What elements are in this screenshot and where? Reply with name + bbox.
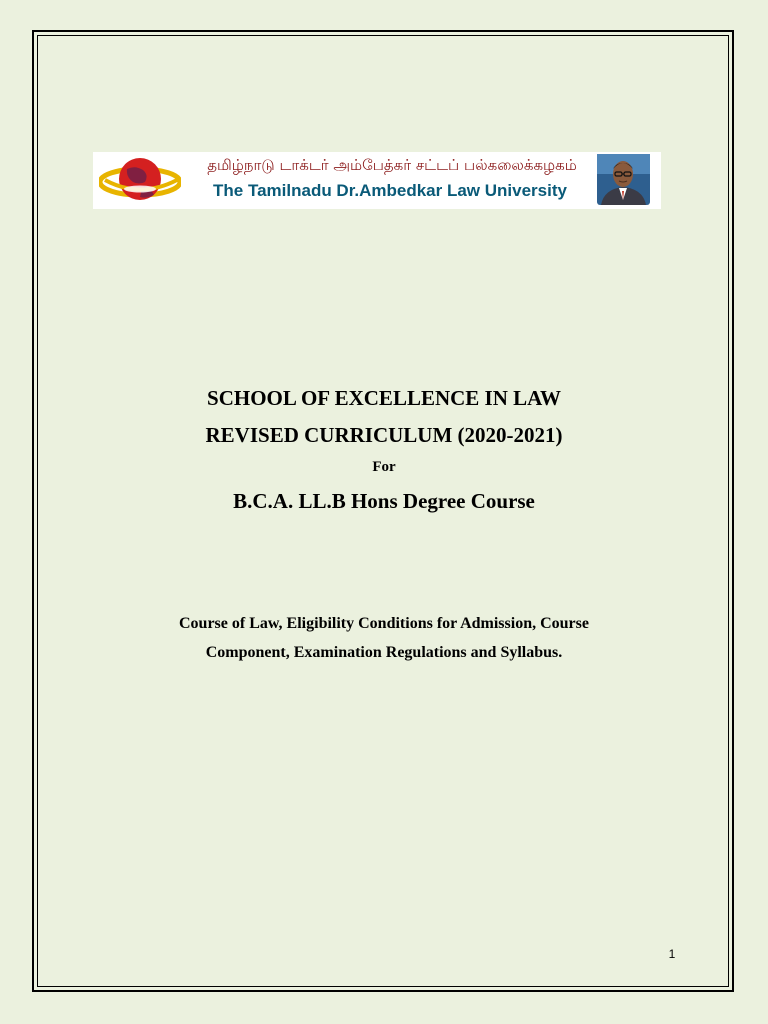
university-name-tamil: தமிழ்நாடு டாக்டர் அம்பேத்கர் சட்டப் பல்கலைக்கழகம் (207, 156, 577, 174)
portrait-photo-icon (597, 154, 650, 205)
title-course: B.C.A. LL.B Hons Degree Course (233, 489, 535, 513)
globe-logo-icon (99, 155, 181, 205)
page-number: 1 (668, 947, 676, 961)
university-banner (93, 152, 661, 209)
description-line-2: Component, Examination Regulations and Syllabus. (205, 644, 563, 661)
description-line-1: Course of Law, Eligibility Conditions for Admission, Course (179, 615, 589, 632)
title-school: SCHOOL OF EXCELLENCE IN LAW (207, 386, 561, 410)
title-curriculum: REVISED CURRICULUM (2020-2021) (205, 423, 563, 447)
university-name-english: The Tamilnadu Dr.Ambedkar Law University (213, 181, 567, 200)
title-for: For (372, 459, 396, 475)
